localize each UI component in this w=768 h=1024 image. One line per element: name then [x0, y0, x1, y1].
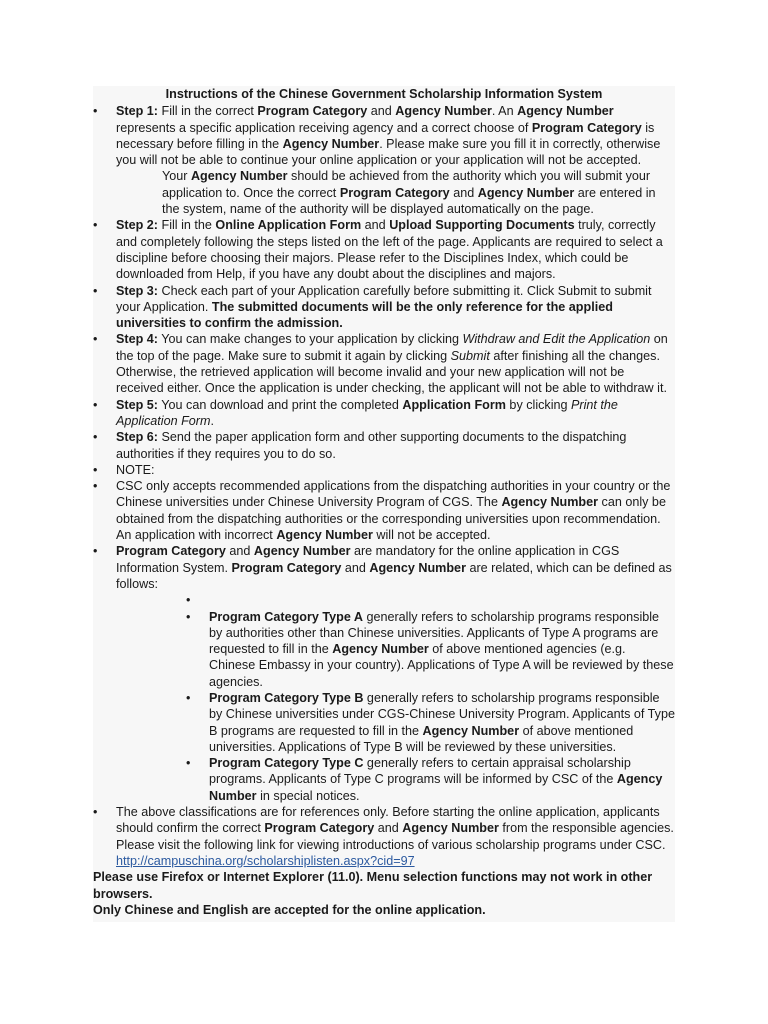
step-1-bold: Agency Number	[282, 136, 380, 151]
step-4-italic: Submit	[450, 348, 490, 363]
step-1-bold: Program Category	[531, 120, 642, 135]
step-6-text: Send the paper application form and other supporting documents to the dispatching authorities if they requires you to do so.	[116, 430, 627, 461]
list-item-step-3	[93, 283, 675, 332]
type-a-text: of above mentioned agencies (e.g. Chinese Embassy in your country). Applications of Type A will be reviewed by these agencies.	[209, 642, 674, 689]
list-item-step-4	[93, 331, 675, 396]
classifications-bold: Agency Number	[402, 821, 499, 836]
step-4-label: Step 4:	[116, 332, 158, 347]
mandatory-text: and	[341, 560, 370, 575]
type-a-bold: Agency Number	[332, 642, 429, 657]
step-2-bold: Upload Supporting Documents	[389, 218, 575, 233]
classifications-bold: Program Category	[264, 821, 375, 836]
list-item-step-5	[93, 397, 675, 430]
step-2-text: Fill in the	[158, 218, 216, 233]
type-c-text: generally refers to certain appraisal scholarship programs. Applicants of Type C programs will be informed by CSC of the	[209, 756, 631, 787]
list-item-mandatory	[93, 543, 675, 804]
step-5-text: .	[210, 413, 214, 428]
type-c-bold: Program Category Type C	[209, 756, 364, 771]
step-1-text: and	[367, 104, 396, 119]
step-2-bold: Online Application Form	[215, 218, 362, 233]
classifications-text: The above classifications are for references only. Before starting the online application, applicants should confirm the correct	[116, 805, 660, 836]
program-category-list	[116, 592, 675, 804]
step-5-text: by clicking	[505, 397, 572, 412]
step-2-text: and	[361, 218, 390, 233]
step-4-text: after finishing all the changes. Otherwise, the retrieved application will become invalid and your new application will not be received either. Once the application is under checking, the applicant will not be able to withdraw it.	[116, 348, 667, 396]
mandatory-text: and	[225, 544, 254, 559]
list-item-step-2	[93, 217, 675, 282]
step-5-label: Step 5:	[116, 397, 158, 412]
mandatory-bold: Program Category	[231, 560, 342, 575]
step-1-bold: Agency Number	[477, 185, 575, 200]
step-1-bold: Program Category	[339, 185, 450, 200]
type-c-text: in special notices.	[256, 788, 360, 803]
list-item-step-1	[93, 103, 675, 217]
step-1-bold: Agency Number	[190, 169, 288, 184]
document-title: Instructions of the Chinese Government Scholarship Information System	[165, 87, 603, 101]
list-item-step-6	[93, 429, 675, 462]
step-6-label: Step 6:	[116, 430, 158, 445]
list-item-classifications	[93, 804, 675, 869]
step-2-text: truly, correctly and completely following the steps listed on the left of the page. Applicants are required to select a discipline before choosing their majors. Please refer to the Disciplines Index, which could be downloaded from Help, if you have any doubt about the disciplines and majors.	[116, 218, 663, 282]
csc-text: CSC only accepts recommended applications from the dispatching authorities in your country or the Chinese universities under Chinese University Program of CGS. The	[116, 479, 671, 510]
csc-text: will not be accepted.	[372, 528, 491, 543]
step-1-text: should be achieved from the authority which you will submit your application to. Once the correct	[162, 169, 651, 200]
step-1-text: is necessary before filling in the	[116, 120, 655, 151]
step-1-text: . An	[491, 104, 518, 119]
step-1-text: . Please make sure you fill it in correctly, otherwise you will not be able to continue your online application or your application will not be accepted.	[116, 136, 661, 168]
step-4-italic: Withdraw and Edit the Application	[462, 332, 651, 347]
csc-bold: Agency Number	[501, 495, 599, 510]
scholarship-list-link[interactable]: http://campuschina.org/scholarshiplisten.aspx?cid=97	[116, 853, 415, 868]
classifications-text: and	[374, 821, 403, 836]
list-item-note	[93, 462, 675, 478]
type-b-text: of above mentioned universities. Applications of Type B will be reviewed by these universities.	[209, 723, 634, 754]
step-1-text: Fill in the correct	[158, 104, 258, 119]
instructions-list	[93, 103, 675, 869]
step-1-text: represents a specific application receiving agency and a correct choose of	[116, 120, 532, 135]
step-1-bold: Program Category	[257, 104, 368, 119]
step-3-bold: The submitted documents will be the only reference for the applied universities to confirm the admission.	[116, 299, 613, 331]
step-4-text: You can make changes to your application by clicking	[158, 332, 463, 347]
document-page	[93, 86, 675, 922]
language-notice: Only Chinese and English are accepted for the online application.	[93, 902, 486, 917]
step-4-text: on the top of the page. Make sure to submit it again by clicking	[116, 332, 668, 363]
classifications-text: from the responsible agencies. Please visit the following link for viewing introductions of various scholarship programs under CSC.	[116, 821, 674, 852]
list-item-type-a	[116, 609, 675, 690]
note-label: NOTE:	[116, 462, 155, 477]
type-c-bold: Agency Number	[209, 772, 663, 803]
mandatory-text: are related, which can be defined as follows:	[116, 560, 672, 591]
step-3-text: Check each part of your Application carefully before submitting it. Click Submit to submit your Application.	[116, 283, 652, 314]
mandatory-bold: Program Category	[116, 544, 226, 559]
type-b-bold: Agency Number	[422, 723, 520, 738]
mandatory-text: are mandatory for the online application in CGS Information System.	[116, 544, 620, 575]
step-2-label: Step 2:	[116, 218, 158, 233]
browser-notice: Please use Firefox or Internet Explorer (11.0). Menu selection functions may not work in other browsers.	[93, 870, 653, 901]
type-a-text: generally refers to scholarship programs responsible by authorities other than Chinese universities. Applicants of Type A programs are requested to fill in the	[209, 609, 660, 657]
step-5-bold: Application Form	[402, 397, 506, 412]
type-b-text: generally refers to scholarship programs responsible by Chinese universities under CGS-Chinese University Program. Applicants of Type B programs are requested to fill in the	[209, 690, 675, 738]
step-1-text: are entered in the system, name of the authority will be displayed automatically on the page.	[162, 185, 656, 217]
type-b-bold: Program Category Type B	[209, 690, 364, 705]
list-item-csc	[93, 478, 675, 543]
csc-text: can only be obtained from the dispatching authorities or the corresponding universities upon recommendation. An application with incorrect	[116, 495, 666, 543]
step-5-text: You can download and print the completed	[158, 397, 403, 412]
step-1-paragraph-2	[116, 168, 675, 217]
step-5-italic: Print the Application Form	[116, 397, 618, 428]
step-1-label: Step 1:	[116, 104, 158, 119]
type-a-bold: Program Category Type A	[209, 609, 363, 624]
step-1-bold: Agency Number	[517, 104, 614, 119]
csc-bold: Agency Number	[276, 528, 373, 543]
step-1-text: and	[449, 185, 478, 200]
step-1-text: Your	[162, 169, 191, 184]
mandatory-bold: Agency Number	[253, 544, 351, 559]
list-item-empty	[116, 592, 675, 608]
mandatory-bold: Agency Number	[369, 560, 466, 575]
step-1-bold: Agency Number	[395, 104, 492, 119]
list-item-type-c	[116, 755, 675, 804]
step-3-label: Step 3:	[116, 283, 158, 298]
list-item-type-b	[116, 690, 675, 755]
